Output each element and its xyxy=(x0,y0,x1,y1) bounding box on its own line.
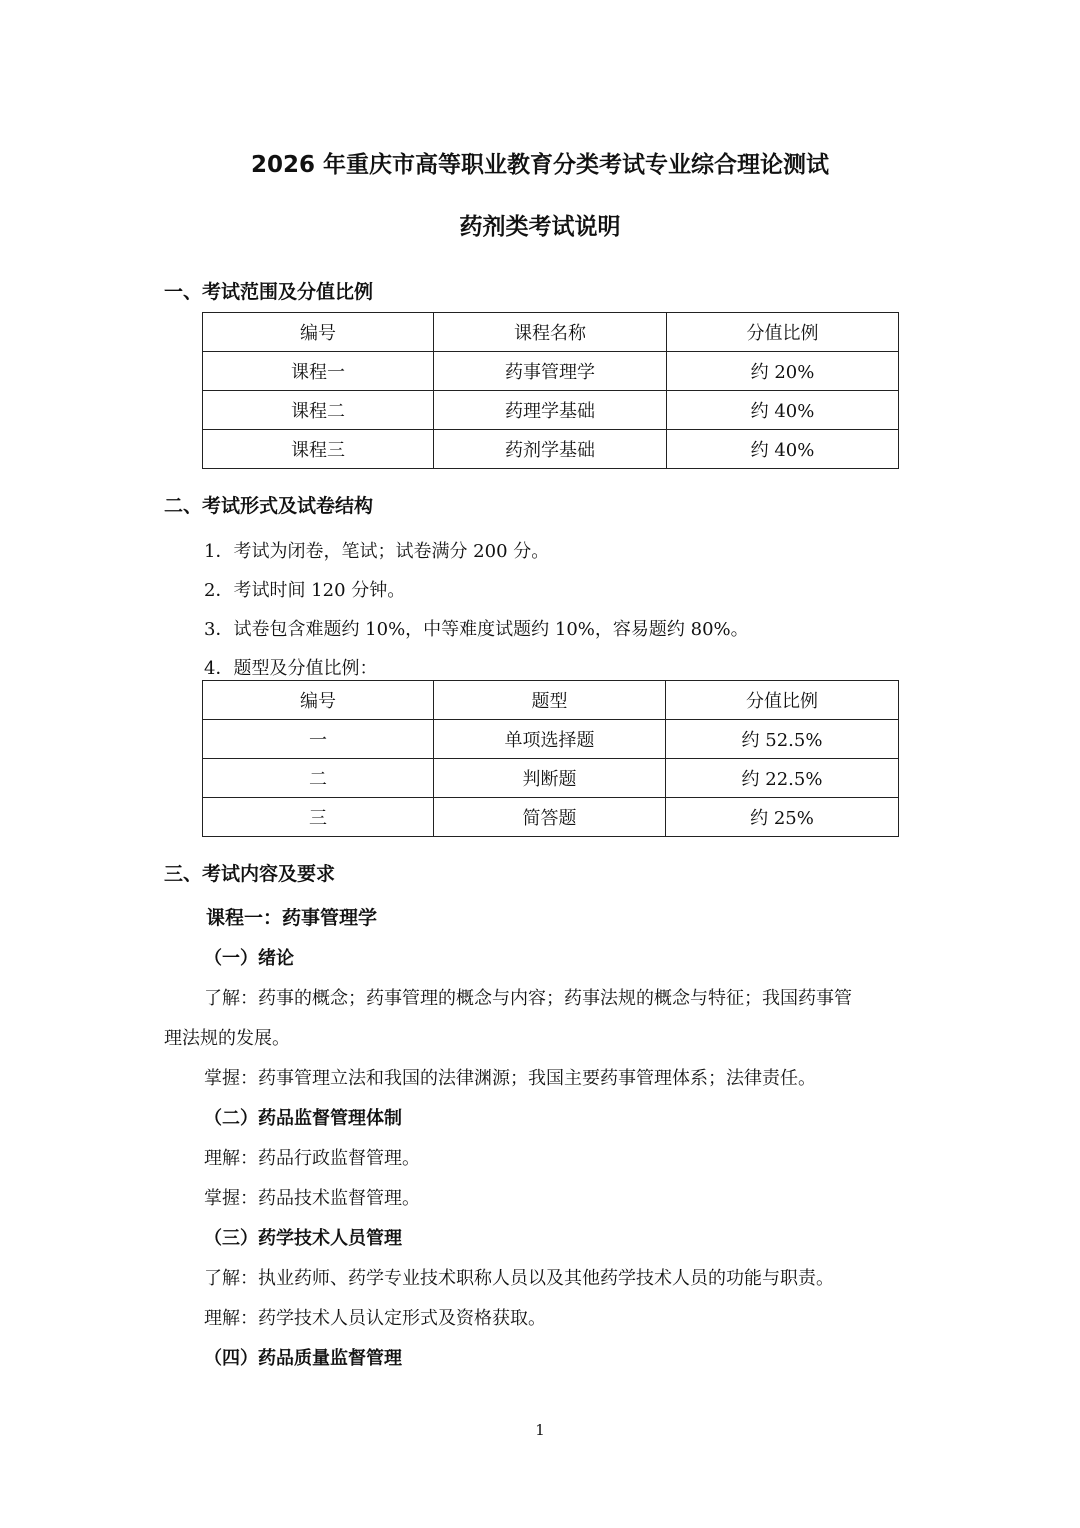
table-cell: 课程三 xyxy=(203,430,434,469)
exam-format-item: 4．题型及分值比例： xyxy=(204,658,378,679)
course-score-table xyxy=(202,312,899,469)
table-row xyxy=(203,759,899,798)
exam-format-item: 1．考试为闭卷，笔试；试卷满分 200 分。 xyxy=(204,541,550,562)
question-type-table xyxy=(202,680,899,837)
table-cell: 约 22.5% xyxy=(666,759,899,798)
section3-heading: 三、考试内容及要求 xyxy=(164,863,336,885)
requirement-line: 了解：执业药师、药学专业技术职称人员以及其他药学技术人员的功能与职责。 xyxy=(204,1268,834,1289)
table-header-cell: 分值比例 xyxy=(667,313,899,352)
section2-heading: 二、考试形式及试卷结构 xyxy=(164,495,374,517)
table-cell: 课程一 xyxy=(203,352,434,391)
table-cell: 药理学基础 xyxy=(434,391,667,430)
table-header-row xyxy=(203,313,899,352)
table-header-cell: 分值比例 xyxy=(666,681,899,720)
requirement-line: 了解：药事的概念；药事管理的概念与内容；药事法规的概念与特征；我国药事管 xyxy=(204,988,852,1009)
table-cell: 约 40% xyxy=(667,391,899,430)
table-row xyxy=(203,391,899,430)
section1-heading: 一、考试范围及分值比例 xyxy=(164,281,374,303)
table-cell: 单项选择题 xyxy=(434,720,666,759)
table-cell: 约 52.5% xyxy=(666,720,899,759)
page-number: 1 xyxy=(535,1421,545,1439)
table-cell: 判断题 xyxy=(434,759,666,798)
exam-format-item: 3．试卷包含难题约 10%，中等难度试题约 10%，容易题约 80%。 xyxy=(204,619,749,640)
requirement-line: 理解：药学技术人员认定形式及资格获取。 xyxy=(204,1308,546,1329)
subsection-title: （一）绪论 xyxy=(204,948,294,969)
requirement-line: 理法规的发展。 xyxy=(164,1028,290,1049)
table-header-cell: 题型 xyxy=(434,681,666,720)
table-header-cell: 编号 xyxy=(203,681,434,720)
table-header-row xyxy=(203,681,899,720)
table-cell: 三 xyxy=(203,798,434,837)
document-title: 2026 年重庆市高等职业教育分类考试专业综合理论测试 xyxy=(250,152,830,178)
table-row xyxy=(203,430,899,469)
course-title: 课程一：药事管理学 xyxy=(206,907,378,929)
table-cell: 简答题 xyxy=(434,798,666,837)
table-cell: 约 40% xyxy=(667,430,899,469)
table-cell: 一 xyxy=(203,720,434,759)
requirement-line: 理解：药品行政监督管理。 xyxy=(204,1148,420,1169)
table-row xyxy=(203,798,899,837)
table-row xyxy=(203,352,899,391)
requirement-line: 掌握：药品技术监督管理。 xyxy=(204,1188,420,1209)
table-header-cell: 课程名称 xyxy=(434,313,667,352)
requirement-line: 掌握：药事管理立法和我国的法律渊源；我国主要药事管理体系；法律责任。 xyxy=(204,1068,816,1089)
subsection-title: （三）药学技术人员管理 xyxy=(204,1228,402,1249)
table-cell: 二 xyxy=(203,759,434,798)
subsection-title: （二）药品监督管理体制 xyxy=(204,1108,402,1129)
table-cell: 药剂学基础 xyxy=(434,430,667,469)
table-cell: 课程二 xyxy=(203,391,434,430)
table-header-cell: 编号 xyxy=(203,313,434,352)
table-row xyxy=(203,720,899,759)
exam-format-item: 2．考试时间 120 分钟。 xyxy=(204,580,406,601)
table-cell: 药事管理学 xyxy=(434,352,667,391)
table-cell: 约 20% xyxy=(667,352,899,391)
document-subtitle: 药剂类考试说明 xyxy=(459,214,621,240)
subsection-title: （四）药品质量监督管理 xyxy=(204,1348,402,1369)
table-cell: 约 25% xyxy=(666,798,899,837)
